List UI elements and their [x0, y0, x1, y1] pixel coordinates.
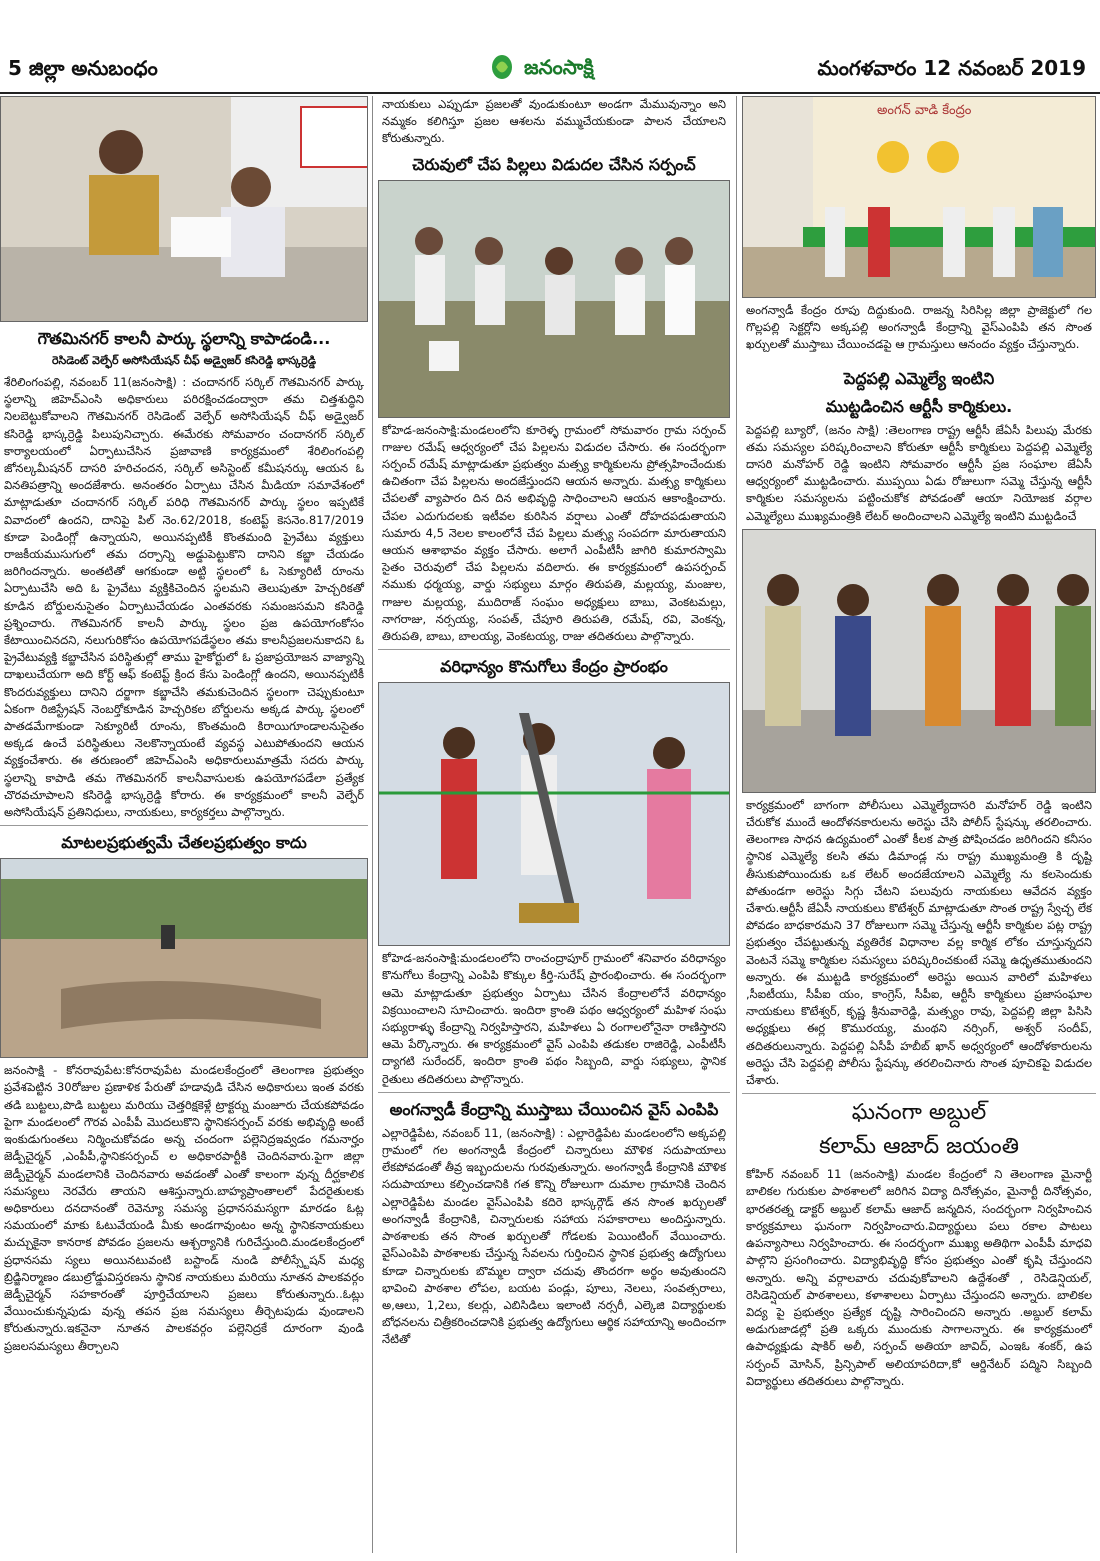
section-divider: [378, 649, 730, 650]
headline-government: మాటలప్రభుత్వమే చేతలప్రభుత్వం కాదు: [61, 833, 307, 853]
headline-paddy-center: వరిధాన్యం కొనుగోలు కేంద్రం ప్రారంభం: [440, 657, 668, 677]
headline-kalam-a: ఘనంగా అబ్దుల్: [851, 1100, 987, 1126]
article-rtc-body-1: పెద్దపల్లి బ్యూరో, (జనం సాక్షి) :తెలంగాణ రాష్ట్ర ఆర్టీసీ జేఏసీ పిలుపు మేరకు తమ సమస్యల పరిష్కరించాలని కోరుతూ ఆర్టీసీ కార్మికులు పెద్దపల్లి ఎమ్మెల్యే దాసరి మనోహర్ రెడ్డి ఇంటిని సోమవారం ఆర్టీసీ ప్రజ సంఘాల జేఏసీ ఆధ్వర్యంలో ముట్టడించారు. ముప్పయి ఏడు రోజులుగా సమ్మె చేస్తున్న ఆర్టీసీ కార్మికుల సమస్యలను పట్టించుకోక పోవడంతో ఆయా నియోజక వర్గాల ఎమ్మెల్యేలు ముఖ్యమంత్రికి లేటర్ అందించాలని ఎమ్మెల్యే ఇంటిని ముట్టడించే: [746, 422, 1092, 523]
article-government-body: జనంసాక్షి - కోనరావుపేట:కోనరావుపేట మండలకేంద్రంలో తెలంగాణ ప్రభుత్వం ప్రవేశపెట్టిన 30రోజుల ప్రణాళిక పేరుతో హడావుడి చేసిన అధికారులు ఇంత వరకు తడి బుట్టలు,పొడి బుట్టలు మరియు చెత్తరిక్షకెళ్లే ట్రాక్టర్ను మంజూరు చేయకపోవడం పైగా మండలంలో గౌరవ ఎంపీపీ మొదలుకొని స్థానికసర్పంచ్ వరకు అభివృద్ధి అంటే ఇంకుడుగుంతలు నిర్మించుకోవడం అన్న చందంగా పల్లెనిద్రఇవ్వడం గమనార్హం జెడ్పీచైర్మన్ ,ఎంపీపీ,స్థానికసర్పంచ్ ల అధికారపార్టీకి చెందినవారు.పైగా జిల్లా జెడ్పీచైర్మన్ మండలానికి చెందినవారు అవడంతో ఎంతో కాలంగా వున్న దీర్ఘకాలిక సమస్యలు నెరవేరు తాయని ఆశిస్తున్నారు.బాహ్యప్రాంతాలలో పేదరైతులకు అధికారులు దనదానంతో రెవెన్యూ సమస్య ప్రధానసమస్యగా మారడం ఓట్ల సమయంలో మాకు ఓటువేయండి మీకు అండగావుంటం అన్న స్థానికనాయకులు మచ్చుకైనా కానరాక పోవడం ప్రజలను ఆశ్చర్యానికి గురిచేస్తుంది.మండలకేంద్రంలో ప్రధానసమ స్యలు అయినటువంటి బస్టాండ్ నుండి పోలీస్స్టేషన్ మధ్య బ్రిడ్జినిర్మాణం డబుల్రోడ్డువిస్తరణను స్థానిక నాయకులు మరియు నూతన పాలకవర్గం జెడ్పీచైర్మన్ సహకారంతో పూర్తిచేయాలని ప్రజలు కోరుతున్నారు..ఓట్లు వేయించుకున్నపుడు వున్న తపన ప్రజ సమస్యలు తీర్చెటపుడు వుండాలని కోరుతున్నారు.ఇకనైనా నూతన పాలకవర్గం పల్లెనిద్రకే దూరంగా వుండి ప్రజలసమస్యలు తీర్చాలని: [4, 1063, 364, 1353]
column-1: [0, 96, 368, 1553]
logo-text: జనంసాక్షి: [524, 55, 594, 79]
masthead: [0, 0, 1100, 94]
anganwadi-sign: అంగన్ వాడి కేంద్రం: [877, 103, 972, 118]
headline-anganwadi: అంగన్వాడీ కేంద్రాన్ని ముస్తాబు చేయించిన వైస్ ఎంపిపి: [389, 1099, 719, 1119]
headline-rtc-b: ముట్టడించిన ఆర్టీసీ కార్మికులు.: [825, 396, 1013, 416]
article-kalam-body: కోహిర్ నవంబర్ 11 (జనంసాక్షి) మండల కేంద్రంలో ని తెలంగాణ మైనార్టీ బాలికల గురుకుల పాఠశాలలో జరిగిన విద్యా దినోత్సవం, మైనార్టీ దినోత్సవం, భారతరత్న డాక్టర్ అబ్దుల్ కలామ్ ఆజాద్ జన్మదిన, సందర్భంగా నిర్వహించిన కార్యక్రమాలు ఘనంగా నిర్వహించారు.విద్యార్థులు పలు రకాల పాటలు ఉపన్యాసాలు నిర్వహించారు. ఈ సందర్భంగా ముఖ్య అతిథిగా ఎంపీపీ మాధవి పాల్గొని ప్రసంగించారు. విద్యాభివృద్ధి కోసం ప్రభుత్వం ఎంతో కృషి చేస్తుందని అన్నారు. అన్ని వర్గాలవారు చదువుకోవాలని ఉద్దేశంతో , రెసిడెన్షియల్, రెసిడెన్షియల్ పాఠశాలలు, కళాశాలలు ఏర్పాటు చేస్తుందని అన్నారు. బాలికల విద్య పై ప్రభుత్వం ప్రత్యేక దృష్టి సారించిందని అన్నారు .అబ్దుల్ కలామ్ అడుగుజాడల్లో ప్రతి ఒక్కరు ముందుకు సాగాలన్నారు. ఈ కార్యక్రమంలో ఉపాధ్యక్షుడు షాకిర్ అలీ, సర్పంచ్ అతియా జావిద్, ఎంఇఓ శంకర్, ఉప సర్పంచ్ మోసిన్, ప్రిన్సిపాల్ అలియాపరిదా,కో ఆర్డినేటర్ పద్మిని సిబ్బంది విద్యార్థులు తదితరులు పాల్గొన్నారు.: [746, 1167, 1092, 1388]
fish-release-photo: [378, 180, 730, 418]
subheadline-advisor: రెసిడెంట్ వెల్ఫేర్ అసోసియేషన్ చీఫ్ అడ్వైజర్ కసిరెడ్డి భాస్కర్రెడ్డి: [52, 354, 316, 367]
headline-park-land: గౌతమినగర్ కాలనీ పార్కు స్థలాన్ని కాపాడండి...: [37, 329, 331, 348]
headline-fish-release: చెరువులో చేప పిల్లలు విడుదల చేసిన సర్పంచ్: [412, 154, 696, 174]
paddy-center-photo: [378, 682, 730, 946]
section-divider: [0, 825, 368, 826]
article-anganwadi-body: ఎల్లారెడ్డిపేట, నవంబర్ 11, (జనంసాక్షి) : ఎల్లారెడ్డిపేట మండలంలోని అక్కపల్లి గ్రామంలో గల అంగన్వాడీ కేంద్రంలో చిన్నారులు మౌళిక సదుపాయాలు లేకపోవడంతో తీవ్ర ఇబ్బందులను గురవుతున్నారు. అంగన్వాడీ కేంద్రానికి మౌళిక సదుపాయాలు కల్పించడానికి గత కొన్ని రోజులుగా దుమాల గ్రామానికి చెందిన ఎల్లారెడ్డిపేట మండల వైస్ఎంపిపి కదిరె భాస్కర్గౌడ్ తన సొంత ఖర్చులతో అంగన్వాడీ కేంద్రానికి, చిన్నారులకు సహాయ సహకారాలు అందిస్తున్నారు. పాఠశాలకు తన సొంత ఖర్చులతో గోడలకు పెయింటింగ్ వేయించారు. వైస్ఎంపిపి పాఠశాలకు చేస్తున్న సేవలను గుర్తించిన స్థానిక ప్రభుత్వ ఉద్యోగులు కూడా చిన్నారులకు బొమ్మల ద్వారా చదువు తొందరగా అర్థం అవుతుందని భావించి పాఠశాల లోపల, బయట పండ్లు, పూలు, నెలలు, సంవత్సరాలు, అ,ఆలు, 1,2లు, కలర్లు, ఎబిసిడిలు ఇలాంటి నర్సరీ, ఎల్కెజి విద్యార్థులకు బోధనలను చిత్రీకరించడానికి ప్రభుత్వ ఉద్యోగులు ఆర్థిక సహాయాన్ని అందించగా నేటితో: [382, 1125, 726, 1347]
headline-kalam-b: కలామ్ ఆజాద్ జయంతి: [819, 1134, 1019, 1160]
continued-text: నాయకులు ఎప్పుడూ ప్రజలతో వుండుకుంటూ అండగా మేమువున్నాం అని నమ్మకం కలిగిస్తూ ప్రజల ఆశలను వమ్ముచేయకుండా పాలన చేయాలని కోరుతున్నారు.: [382, 97, 726, 146]
headline-rtc-a: పెద్దపల్లి ఎమ్మెల్యే ఇంటిని: [843, 368, 995, 388]
page-label: 5 జిల్లా అనుబంధం: [8, 56, 158, 80]
column-divider: [736, 96, 737, 1553]
office-meeting-photo: [0, 96, 368, 322]
article-fish-release-body: కోహెడ-జనంసాక్షి:మండలంలోని కూరెళ్ళ గ్రామంలో సోమవారం గ్రామ సర్పంచ్ గాజుల రమేష్ ఆధ్వర్యంలో చేప పిల్లలను విడుదల చేసారు. ఈ సందర్భంగా సర్పంచ్ రమేష్ మాట్లాడుతూ ప్రభుత్వం మత్స్య కార్మికులను ప్రోత్సహించేందుకు ఉచితంగా చేప పిల్లలను అందజేస్తుందని ఆయన అన్నారు. మత్స్య కార్మికులు చేపలతో వ్యాపారం దిన దిన అభివృద్ధి సాధించాలని ఆయన ఆకాంక్షించారు. చేపల ఎదుగుదలకు ఇటీవల కురిసిన వర్షాలు ఎంతో దోహదపడుతాయని సుమారు 4,5 నెలల కాలంలోనే చేప పిల్లలు మత్స్య సంపదగా మారుతాయని ఆయన ఆశాభావం వ్యక్తం చేసారు. అలాగే ఎంపీటీసీ జాగిరి కుమారస్వామి సైతం చెరువులో చేప పిల్లలను వదిలారు. ఈ కార్యక్రమంలో ఉపసర్పంచ్ నముకు ధర్మయ్య, వార్డు సభ్యులు మార్గం తిరుపతి, మల్లయ్య, మంజుల, గాజుల మల్లయ్య, ముదిరాజ్ సంఘం అధ్యక్షులు బాబు, వెంకటమల్లు, నాగరాజు, నర్సయ్య, సంపత్, చేపూరి తిరుపతి, రమేష్, రవి, వెంకన్న, తిరుపతి, బాబు, బాలయ్య, వెంకటయ్య, రాజు తదితరులు పాల్గొన్నారు.: [382, 422, 726, 644]
damaged-road-photo: [0, 858, 368, 1058]
column-2: [378, 96, 730, 1553]
column-divider: [372, 96, 373, 1553]
anganwadi-center-photo: [742, 96, 1096, 298]
issue-date: మంగళవారం 12 నవంబర్ 2019: [817, 56, 1086, 80]
column-3: [742, 96, 1096, 1553]
section-divider: [378, 1092, 730, 1093]
anganwadi-caption: అంగన్వాడీ కేంద్రం రూపు దిద్దుకుంది. రాజన్న సిరిసిల్ల జిల్లా ప్రాజెక్టులో గల గొల్లపల్లి సెక్టర్లోని అక్కపల్లి అంగన్వాడీ కేంద్రాన్ని వైస్ఎంపిపి తన సొంత ఖర్చులతో ముస్తాబు చేయించడపై ఆ గ్రామస్తులు ఆనందం వ్యక్తం చేస్తున్నారు.: [746, 303, 1092, 352]
article-rtc-body-2: కార్యక్రమంలో బాగంగా పోలీసులు ఎమ్మెల్యేదాసరి మనోహర్ రెడ్డి ఇంటిని చేరుకోక ముందే ఆందోళనకారులను అరెస్టు చేసి పోలీస్ స్టేషన్కు తరలించారు. తెలంగాణ సాధన ఉద్యమంలో ఎంతో కీలక పాత్ర పోషించడం జరిగిందని కనీసం స్థానిక ఎమ్మెల్యే కలసి తమ డిమాండ్ల ను రాష్ట్ర ముఖ్యమంత్రి కి దృష్టి తీసుకుపోయిందుకు ఒక లేటర్ అందజేయాలని ఎమ్మెల్యే ను కలసెందుకు పోతుండగా అరెస్టు సిగ్గు చేటని పలువురు నాయకులు ఆవేదన వ్యక్తం చేశారు.ఆర్టీసీ జేఏసీ నాయకులు కొటేశ్వర్ మాట్లాడుతూ సొంత రాష్ట్ర స్వేచ్ఛ లేక పోవడం బాధకారమని 37 రోజులుగా సమ్మె చేస్తున్న ఆర్టీసీ కార్మికుల పట్ల రాష్ట్ర ప్రభుత్వం చేపట్టుతున్న వ్యతిరేక విధానాల వల్ల కార్మిక లోకం చూస్తున్నదని వెంటనే సమ్మె కార్మికుల సమస్యలు పరిష్కరించకుంటే సమ్మె ఉధృతముతుందని అన్నారు. ఈ ముట్టడి కార్యక్రమంలో అరెస్టు అయిన వారిలో మహిళలు ,సీఐటీయు, సీపీఐ యం, కాంగ్రెస్, సీపీఐ, ఆర్టీసీ కార్మికులు ప్రజాసంఘాల నాయకులు కొటేశ్వర్, కృష్ణ శ్రీనువారెడ్డి, మత్స్యం రావు, పెద్దపల్లి జిల్లా పిసిసి అధ్యక్షులు ఈర్ల కొమురయ్య, మంథని నర్సింగ్, అశ్వర్ సందీప్, తదితరులున్నారు. పెద్దపల్లి ఏసీపీ హబీబ్ ఖాన్ అధ్వర్యంలో ఆందోళకారులను అరెస్టు చేసి పెద్దపల్లి పోలీసు స్టేషన్కు తరలించినారు సొంత పూచికపై విడుదల చేశారు.: [746, 797, 1092, 1088]
rtc-protest-photo: [742, 529, 1096, 793]
article-paddy-center-body: కోహెడ-జనంసాక్షి:మండలంలోని రాంచంద్రాపూర్ గ్రామంలో శనివారం వరిధాన్యం కొనుగోలు కేంద్రాన్ని ఎంపిపి కొక్కుల కీర్తి-సురేష్ ప్రారంభించారు. ఈ సందర్భంగా ఆమె మాట్లాడుతూ ప్రభుత్వం ఏర్పాటు చేసిన కేంద్రాలలోనే వరిధాన్యం విక్రయించాలని సూచించారు. ఇందిరా క్రాంతి పథం ఆధ్వర్యంలో మహిళ సంఘ సభ్యురాళ్ళు కేంద్రాన్ని నిర్వహిస్తారని, మహిళలు ఏ రంగాలలోనైనా రాణిస్తారని ఆమె పేర్కొన్నారు. ఈ కార్యక్రమంలో వైస్ ఎంపిపి తడుకల రాజిరెడ్డి, ఎంపీటీసీ ద్యాగటి సురేందర్, ఇందిరా క్రాంతి పథం సిబ్బంది, వార్డు సభ్యులు, స్థానిక రైతులు తదితరులు పాల్గొన్నారు.: [382, 951, 726, 1086]
section-divider: [742, 1093, 1096, 1094]
article-park-land-body: శేరిలింగంపల్లి, నవంబర్ 11(జనంసాక్షి) : చందానగర్ సర్కిల్ గౌతమినగర్ పార్కు స్థలాన్ని జిహెచ్ఎంసి అధికారులు పరిరక్షించడంద్వారా తమ చిత్తశుద్ధిని నిలబెట్టుకోవాలని గౌతమినగర్ రెసిడెంట్ వెల్ఫేర్ అసోసియేషన్ చీఫ్ అడ్వైజర్ కసిరెడ్డి భాస్కర్రెడ్డి పిలుపునిచ్చారు. ఈమేరకు సోమవారం చందానగర్ సర్కిల్ కార్యాలయంలో ఏర్పాటుచేసిన ప్రజావాణి కార్యక్రమంలో శేరిలింగంపల్లి జోనల్కమీషనర్ దాసరి హరిచందన, సర్కిల్ అసిస్టెంట్ కమీషనర్కు ఆయన ఓ వినతిపత్రాన్ని అందజేశారు. అనంతరం ఏర్పాటు చేసిన మీడియా సమావేశంలో మాట్లాడుతూ చందానగర్ సర్కిల్ పరిధి గౌతమినగర్ పార్కు స్థలం ఇప్పటికే వివాదంలో ఉందని, దానిపై పిల్ నెం.62/2018, కంటెప్ట్ కెసనెం.817/2019 కూడా పెండింగ్లో ఉన్నాయని, అయినప్పటికీ కొంతమంది ప్రైవేటు వ్యక్తులు రాజకీయముసుగులో తమ దర్పాన్ని అడ్డుపెట్టుకొని దానిని కబ్జా చేయడం జరిగిందన్నారు. అంతటితో ఆగకుండా అట్టి స్థలంలో ఓ సెక్యూరిటీ రూంను ఏర్పాటుచేసి అది ఓ ప్రైవేటు వ్యక్తికిచెందిన స్థలమని తెలుపుతూ హెచ్చరికతో కూడిన బోర్డులనుసైతం ఏర్పాటుచేయడం ఎంతవరకు సమంజసమని కసిరెడ్డి ప్రశ్నించారు. గౌతమినగర్ కాలనీ పార్కు స్థలం ప్రజ ఉపయోగంకోసం కేటాయించినదని, నలుగురికోసం ఉపయోగపడేస్థలం తమ కాలనీప్రజలనుకాదని ఓ ప్రైవేటువ్యక్తి కబ్జాచేసిన పరిస్థితుల్లో తాము హైకోర్టులో ఓ ప్రజాప్రయోజన వాజ్యాన్ని దాఖలుచేయగా అది కోర్ట్ ఆఫ్ కంటెప్ట్ క్రింద కేసు పెండింగ్లో ఉందని, అయినప్పటికీ కొందరువ్యక్తులు దానిని దర్జాగా కబ్జాచేసి తమకుచెందిన స్థలంగా చెప్పుకుంటూ ఏకంగా రిజిస్ట్రేషన్ నెంబర్తోకూడిన హెచ్చరికల బోర్డులను అక్కడ పార్కు స్థలంలో పాతడమేగాకుండా సెక్యూరిటీ రూంను, కొంతమంది కిరాయిగూండాలనుసైతం అక్కడ ఉంచే పరిస్థితులు నెలకొన్నాయంటే వ్యవస్థ ఎటుపోతుందని ఆయన వ్యక్తంచేశారు. ఈ తరుణంలో జిహెచ్ఎంసి అధికారులుమాత్రమే సదరు పార్కు స్థలాన్ని కాపాడి తమ గౌతమినగర్ కాలనీవాసులకు ఉపయోగపడేలా ప్రత్యేక చొరవచూపాలని కసిరెడ్డి భాస్కర్రెడ్డి కోరారు. ఈ కార్యక్రమంలో కాలనీ వెల్ఫేర్ అసోసియేషన్ ప్రతినిధులు, నాయకులు, కార్యకర్తలు పాల్గొన్నారు.: [4, 375, 364, 820]
